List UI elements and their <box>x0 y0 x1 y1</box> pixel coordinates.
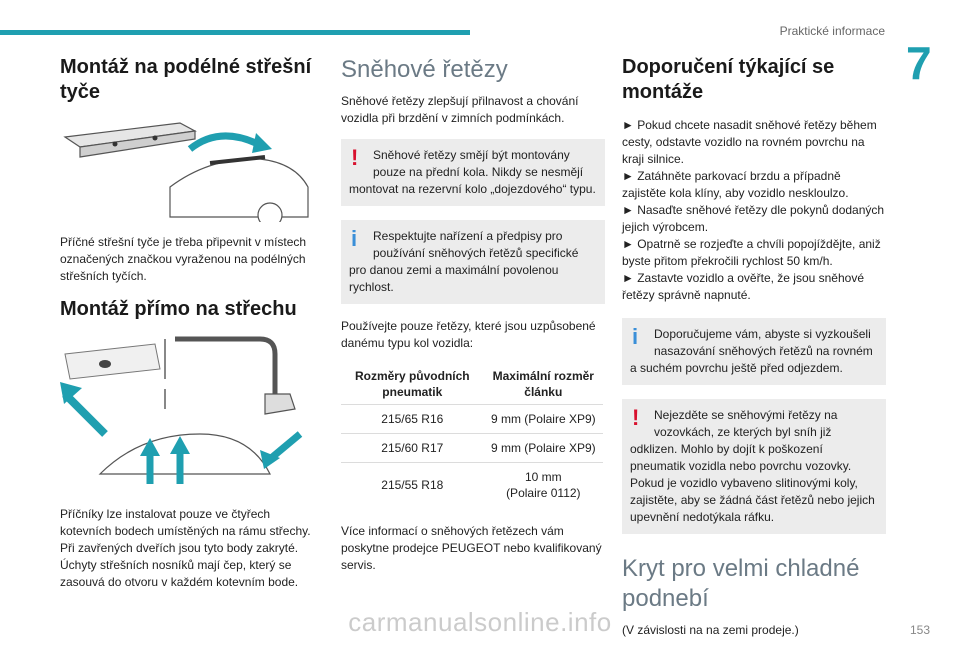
list-item: ► Zastavte vozidlo a ověřte, že jsou sněhové řetězy správně napnuté. <box>622 271 865 302</box>
roof-bar-illustration <box>60 117 310 222</box>
installation-steps <box>622 117 886 304</box>
title-cold-climate-cover: Kryt pro velmi chladné podnebí <box>622 555 860 612</box>
warning-box-cleared-roads: ! Nejezděte se sněhovými řetězy na vozovkách, ze kterých byl sníh již odklizen. Mohlo by dojít k poškození pneumatik vozidla nebo povrchu vozovky. Pokud je vozidlo vybaveno slitinovými koly, zajistěte, aby se žádná část řetězů nebo jejich upevnění nedotýkala ráfku. <box>622 399 886 534</box>
paragraph-longitudinal-bars: Příčné střešní tyče je třeba připevnit v místech označených značkou vyraženou na podélných střešních tyčích. <box>60 235 307 283</box>
intro-snow-chains: Sněhové řetězy zlepšují přilnavost a chování vozidla při brzdění v zimních podmínkách. <box>341 94 579 125</box>
list-item: ► Opatrně se rozjeďte a chvíli popojíždějte, aniž byste přitom překročili rychlost 50 km/h. <box>622 237 881 268</box>
warning-icon: ! <box>632 405 640 430</box>
use-chains-text: Používejte pouze řetězy, které jsou uzpůsobené danému typu kol vozidla: <box>341 319 596 350</box>
table-header: Maximální rozměr článku <box>492 369 594 399</box>
list-item: ► Zatáhněte parkovací brzdu a případně zajistěte kola klíny, aby vozidlo neskloulzo. <box>622 169 849 200</box>
section-header: Praktické informace <box>779 24 885 38</box>
column-installation <box>622 55 886 651</box>
heading-longitudinal-bars: Montáž na podélné střešní tyče <box>60 56 312 103</box>
warning-icon: ! <box>351 145 359 170</box>
more-info-text: Více informací o sněhových řetězech vám poskytne prodejce PEUGEOT nebo kvalifikovaný servis. <box>341 524 602 572</box>
footnote-country: (V závislosti na na zemi prodeje.) <box>622 623 799 637</box>
list-item: ► Pokud chcete nasadit sněhové řetězy během cesty, odstavte vozidlo na rovném povrchu na kraji silnice. <box>622 118 877 166</box>
table-cell: 9 mm (Polaire XP9) <box>484 434 603 463</box>
table-cell: 215/65 R16 <box>341 405 484 434</box>
table-cell: 9 mm (Polaire XP9) <box>484 405 603 434</box>
table-header: Rozměry původních pneumatik <box>354 369 470 399</box>
page-number: 153 <box>909 623 930 637</box>
heading-installation-tips: Doporučení týkající se montáže <box>622 56 835 103</box>
chapter-number: 7 <box>906 37 932 89</box>
watermark: carmanualsonline.info <box>348 607 612 637</box>
table-cell: 10 mm (Polaire 0112) <box>484 463 603 508</box>
header-accent-bar <box>0 30 470 35</box>
paragraph-direct-roof: Příčníky lze instalovat pouze ve čtyřech kotevních bodech umístěných na rámu střechy. Při zavřených dveřích jsou tyto body zakryté. Úchyty střešních nosníků mají čep, který se zasouvá do otvoru v každém kotevním bode. <box>60 507 311 589</box>
column-roof-mounting <box>60 55 315 603</box>
table-cell: 215/55 R18 <box>341 463 484 508</box>
info-box-regulations: i Respektujte nařízení a předpisy pro používání sněhových řetězů specifické pro danou zemi a maximální povolenou rychlost. <box>341 220 605 304</box>
table-header-row <box>341 364 603 405</box>
direct-roof-illustration <box>60 334 310 494</box>
list-item: ► Nasaďte sněhové řetězy dle pokynů dodaných jejich výrobcem. <box>622 203 885 234</box>
table-row <box>341 463 603 508</box>
title-snow-chains: Sněhové řetězy <box>341 56 508 83</box>
info-icon: i <box>351 226 358 251</box>
column-snow-chains <box>341 55 605 586</box>
table-row <box>341 434 603 463</box>
heading-direct-roof: Montáž přímo na střechu <box>60 298 297 320</box>
table-row <box>341 405 603 434</box>
info-box-practice: i Doporučujeme vám, abyste si vyzkoušeli nasazování sněhových řetězů na rovném a suchém povrchu ještě před odjezdem. <box>622 318 886 385</box>
chain-size-table <box>341 364 603 507</box>
info-icon: i <box>632 324 639 349</box>
warning-box-front-wheels: ! Sněhové řetězy smějí být montovány pouze na přední kola. Nikdy se nesmějí montovat na rezervní kolo „dojezdového“ typu. <box>341 139 605 206</box>
table-cell: 215/60 R17 <box>341 434 484 463</box>
